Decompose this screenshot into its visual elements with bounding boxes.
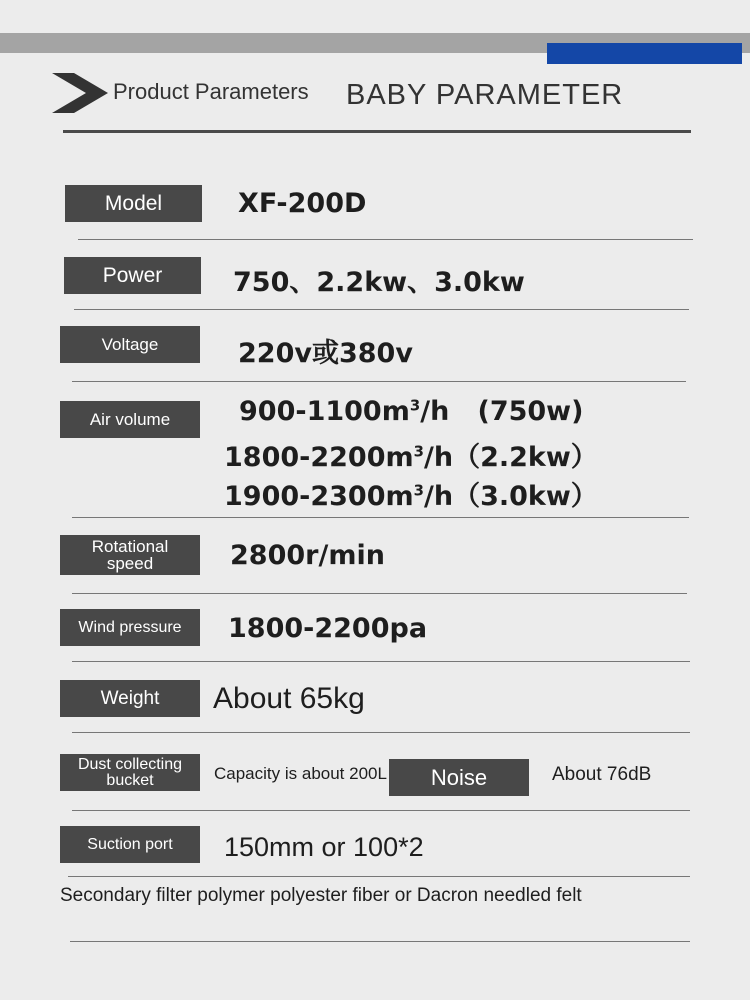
value-weight: About 65kg	[213, 682, 365, 715]
footer-note: Secondary filter polymer polyester fiber or Dacron needled felt	[60, 885, 582, 906]
row-divider	[78, 239, 693, 240]
label-suction-port: Suction port	[60, 826, 200, 863]
label-rotational-speed	[60, 535, 200, 575]
value-wind-pressure: 1800-2200pa	[228, 613, 428, 644]
label-air-volume: Air volume	[60, 401, 200, 438]
label-power: Power	[64, 257, 201, 294]
row-divider	[74, 309, 689, 310]
bottom-divider	[70, 941, 690, 942]
value-dust-collecting-bucket: Capacity is about 200L	[214, 764, 387, 783]
value-air-volume-line-2: $1800-2200m^3/h(2.2kw)$	[224, 442, 598, 473]
label-dust-bucket-line-1: Dust collecting	[77, 755, 183, 773]
label-weight: Weight	[60, 680, 200, 717]
label-rotational-speed-line-2: speed	[106, 554, 154, 573]
label-dust-collecting-bucket	[60, 754, 200, 791]
label-noise: Noise	[389, 759, 529, 796]
label-model: Model	[65, 185, 202, 222]
chevron-right-icon	[50, 71, 110, 115]
value-voltage: 220v或380v	[238, 338, 413, 369]
row-divider	[68, 876, 690, 877]
row-divider	[72, 732, 690, 733]
label-dust-bucket-line-2: bucket	[106, 771, 154, 789]
title-baby-parameter: BABY PARAMETER	[346, 79, 624, 111]
header-divider	[63, 130, 691, 133]
value-air-volume-line-3: $1900-2300m^3/h(3.0kw)$	[224, 481, 598, 512]
value-suction-port: 150mm or 100*2	[224, 832, 424, 862]
label-wind-pressure: Wind pressure	[60, 609, 200, 646]
value-power: 750、2.2kw、3.0kw	[233, 267, 525, 298]
row-divider	[72, 517, 689, 518]
label-voltage: Voltage	[60, 326, 200, 363]
row-divider	[72, 381, 686, 382]
row-divider	[72, 810, 690, 811]
row-divider	[72, 593, 687, 594]
value-noise: About 76dB	[552, 764, 652, 785]
row-divider	[72, 661, 690, 662]
title-product-parameters: Product Parameters	[113, 79, 309, 104]
value-rotational-speed: 2800r/min	[230, 540, 385, 571]
value-model: XF-200D	[238, 188, 367, 219]
label-rotational-speed-line-1: Rotational	[91, 537, 169, 556]
value-air-volume-line-1: $900-1100m^3/h$ (750w)	[239, 396, 584, 427]
blue-accent-bar	[547, 43, 742, 64]
